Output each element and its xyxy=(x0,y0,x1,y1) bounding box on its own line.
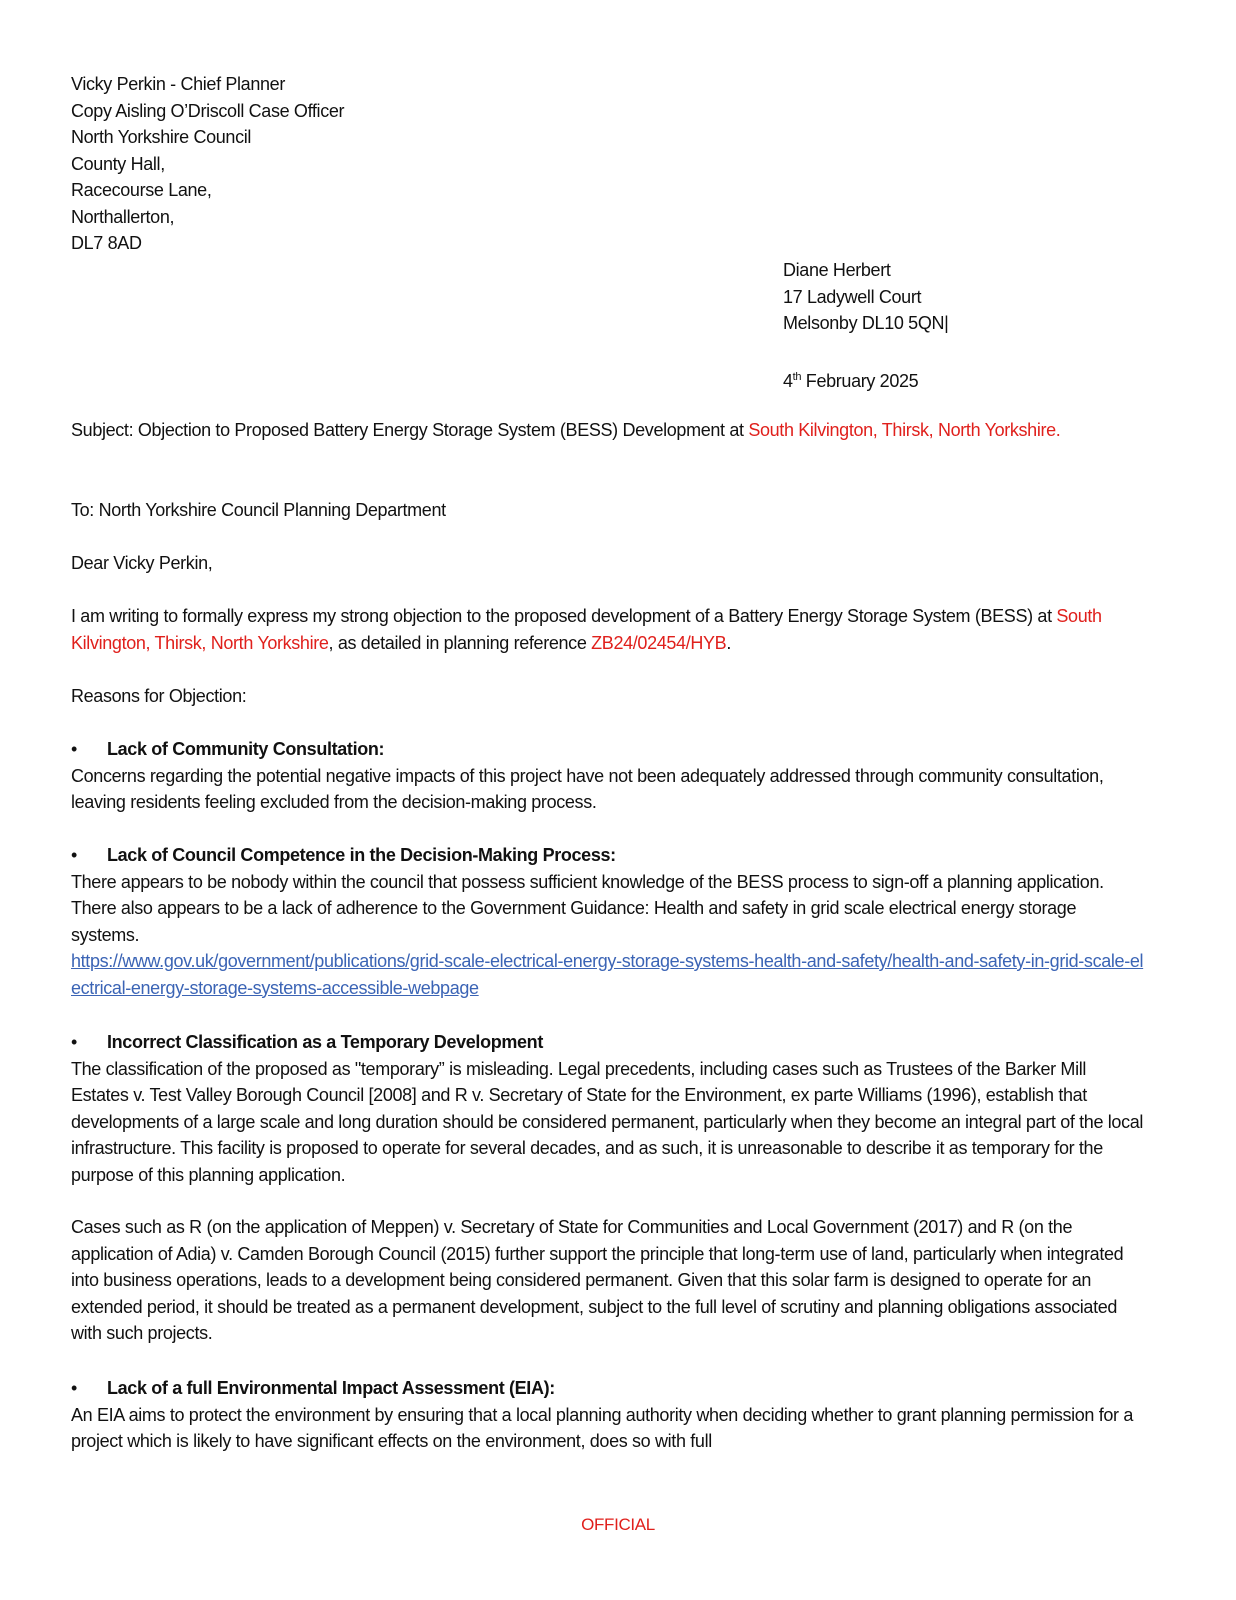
section-competence xyxy=(71,842,1146,1001)
intro-text: , as detailed in planning reference xyxy=(328,632,592,653)
section-paragraph: Cases such as R (on the application of Meppen) v. Secretary of State for Communities and Local Government (2017) and R (on the application of Adia) v. Camden Borough Council (2015) further support the principle that long-term use of land, particularly when integrated into business operations, leads to a development being considered permanent. Given that this solar farm is designed to operate for an extended period, it should be treated as a permanent development, subject to the full level of scrutiny and planning obligations associated with such projects. xyxy=(71,1217,1124,1343)
reasons-heading: Reasons for Objection: xyxy=(71,686,247,706)
subject-text: Subject: Objection to Proposed Battery Energy Storage System (BESS) Development at xyxy=(71,420,749,440)
date-day: 4 xyxy=(783,371,793,391)
planning-reference: ZB24/02454/HYB xyxy=(591,632,727,653)
section-heading xyxy=(71,736,1146,763)
guidance-link[interactable]: https://www.gov.uk/government/publications/grid-scale-electrical-energy-storage-systems-health-and-safety/health-and-safety-in-grid-scale-electrical-energy-storage-systems-accessible-webpage xyxy=(71,951,1144,998)
intro-text: . xyxy=(726,632,731,653)
section-heading xyxy=(71,1029,1146,1056)
intro-paragraph xyxy=(71,603,1146,656)
intro-location: South Kilvington, Thirsk, North Yorkshire xyxy=(71,606,1102,653)
classification-footer: OFFICIAL xyxy=(581,1515,655,1534)
heading-text: Lack of Council Competence in the Decision-Making Process: xyxy=(107,845,616,865)
sender-line: Melsonby DL10 5QN| xyxy=(783,313,949,333)
section-heading xyxy=(71,1375,1146,1402)
sender-line: 17 Ladywell Court xyxy=(783,286,922,307)
bullet-icon: • xyxy=(71,1032,77,1052)
subject-location: South Kilvington, Thirsk, North Yorkshire. xyxy=(748,420,1061,440)
section-paragraph: There appears to be nobody within the council that possess sufficient knowledge of the BESS process to sign-off a planning application. There also appears to be a lack of adherence to the Government Guidance: Health and safety in grid scale electrical energy storage systems. xyxy=(71,871,1104,945)
recipient-line: Vicky Perkin - Chief Planner xyxy=(71,74,285,94)
section-paragraph: An EIA aims to protect the environment by ensuring that a local planning authority when deciding whether to grant planning permission for a project which is likely to have significant effects on the environment, does so with full xyxy=(71,1404,1134,1451)
to-line: To: North Yorkshire Council Planning Department xyxy=(71,500,446,520)
date-rest: February 2025 xyxy=(801,371,919,391)
recipient-line: Northallerton, xyxy=(71,206,175,227)
section-eia xyxy=(71,1375,1146,1455)
bullet-icon: • xyxy=(71,845,77,865)
sender-line: Diane Herbert xyxy=(783,260,891,280)
section-paragraph: The classification of the proposed as "temporary” is misleading. Legal precedents, including cases such as Trustees of the Barker Mill Estates v. Test Valley Borough Council [2008] and R v. Secretary of State for the Environment, ex parte Williams (1996), establish that developments of a large scale and long duration should be considered permanent, particularly when they become an integral part of the local infrastructure. This facility is proposed to operate for several decades, and as such, it is unreasonable to describe it as temporary for the purpose of this planning application. xyxy=(71,1058,1144,1185)
subject-line xyxy=(71,417,1146,444)
bullet-icon: • xyxy=(71,1378,77,1398)
recipient-line: Racecourse Lane, xyxy=(71,180,212,200)
bullet-icon: • xyxy=(71,739,77,759)
recipient-line: DL7 8AD xyxy=(71,233,142,253)
recipient-line: Copy Aisling O’Driscoll Case Officer xyxy=(71,100,345,121)
section-classification xyxy=(71,1029,1146,1347)
section-heading xyxy=(71,842,1146,869)
section-paragraph: Concerns regarding the potential negative impacts of this project have not been adequately addressed through community consultation, leaving residents feeling excluded from the decision-making process. xyxy=(71,765,1104,812)
recipient-line: North Yorkshire Council xyxy=(71,127,252,147)
recipient-line: County Hall, xyxy=(71,153,165,174)
salutation: Dear Vicky Perkin, xyxy=(71,553,213,573)
recipient-address xyxy=(71,71,1146,257)
heading-text: Lack of Community Consultation: xyxy=(107,739,385,759)
letter-date xyxy=(783,364,1183,395)
heading-text: Lack of a full Environmental Impact Assessment (EIA): xyxy=(107,1378,555,1398)
heading-text: Incorrect Classification as a Temporary Development xyxy=(107,1032,543,1052)
date-suffix: th xyxy=(792,371,802,383)
section-consultation xyxy=(71,736,1146,816)
intro-text: I am writing to formally express my strong objection to the proposed development of a Battery Energy Storage System (BESS) at xyxy=(71,606,1057,626)
sender-address xyxy=(783,257,1183,337)
